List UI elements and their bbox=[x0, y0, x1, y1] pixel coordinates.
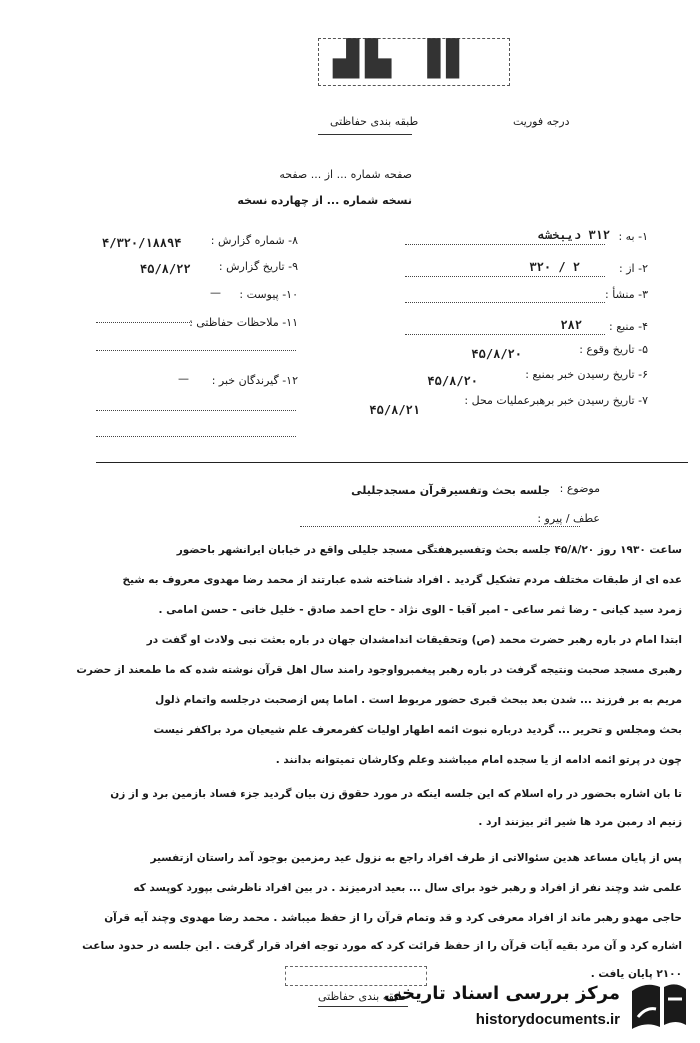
header-divider bbox=[318, 134, 412, 135]
origin-label: ۳- منشأ : bbox=[605, 288, 648, 301]
urgency-label: درجه فوریت bbox=[513, 115, 570, 128]
book-emblem-icon bbox=[628, 979, 688, 1033]
body-line: مریم به بر فرزند ... شدن بعد ببحث قبری حضور مربوط است . اماما پس ازصحبت درجلسه واتمام ذلول bbox=[155, 694, 682, 706]
receipt-ops-label: ۷- تاریخ رسیدن خبر برهبرعملیات محل : bbox=[464, 394, 648, 407]
logo-title: مرکز بررسی اسناد تاریخی bbox=[383, 983, 620, 1004]
from-value: ۳۲۰ / ۲ bbox=[529, 260, 580, 274]
to-value: ۳۱۲ دیبخشه bbox=[537, 228, 610, 242]
classification-label: طبقه بندی حفاظتی bbox=[330, 115, 419, 128]
reference-label: عطف / پیرو : bbox=[537, 512, 600, 525]
stamp-mark-icon: ▟▙ ▐▌ bbox=[333, 39, 479, 79]
attachment-label: ۱۰- پیوست : bbox=[239, 288, 298, 301]
subject-label: موضوع : bbox=[559, 482, 600, 495]
body-line: عده ای از طبقات مختلف مردم تشکیل گردید . افراد شناخته شده عبارتند از محمد رضا مهدوی معروف به شیخ bbox=[122, 574, 682, 586]
body-line: حاجی مهدو رهبر ماند از افراد معرفی کرد و قد وتمام قرآن را از حفظ میباشد . محمد رضا مهدوی وچند آیه قرآن bbox=[104, 912, 682, 924]
body-line: ۲۱۰۰ پایان یافت . bbox=[590, 968, 682, 980]
body-line: اشاره کرد و آن مرد بقیه آیات قرآن را از حفظ قرائت کرد که مورد توجه افراد قرار گرفت . این جلسه در حدود ساعت bbox=[82, 940, 682, 952]
body-line: زنیم اد رمبن مرد ها شیر اثر بیزنند ارد . bbox=[478, 816, 682, 828]
event-date-value: ۴۵/۸/۲۰ bbox=[471, 347, 522, 361]
receipt-ops-value: ۴۵/۸/۲۱ bbox=[369, 403, 420, 417]
classification-stamp bbox=[318, 38, 510, 86]
subject-value: جلسه بحث وتفسیرقرآن مسجدجلیلی bbox=[351, 484, 550, 497]
page-number: صفحه شماره ... از ... صفحه bbox=[279, 168, 412, 181]
footer-classification-label: طبقه بندی حفاظتی bbox=[318, 990, 407, 1003]
event-date-label: ۵- تاریخ وقوع : bbox=[579, 343, 648, 356]
report-number-value: ۴/۳۲۰/۱۸۸۹۴ bbox=[102, 236, 182, 250]
report-number-label: ۸- شماره گزارش : bbox=[210, 234, 298, 247]
distribution-value: — bbox=[178, 372, 189, 385]
history-documents-logo bbox=[383, 975, 694, 1037]
receipt-source-value: ۴۵/۸/۲۰ bbox=[427, 374, 478, 388]
body-line: رهبری مسجد صحبت ونتیجه گرفت در باره رهبر پیغمبرواوجود رامند سال اهل قرآن نوشته شده که ما طمعند از حضرت bbox=[76, 664, 682, 676]
attachment-value: — bbox=[210, 286, 221, 299]
report-date-value: ۴۵/۸/۲۲ bbox=[140, 262, 191, 276]
to-label: ۱- به : bbox=[618, 230, 648, 243]
source-value: ۲۸۲ bbox=[560, 318, 582, 332]
notes-label: ۱۱- ملاحظات حفاظتی : bbox=[189, 316, 298, 329]
source-label: ۴- منبع : bbox=[609, 320, 648, 333]
body-line: تا بان اشاره بحضور در راه اسلام که این جلسه اینکه در مورد حقوق زن بیان گردید جزء فساد بازمین برد و از زن bbox=[110, 788, 682, 800]
from-label: ۲- از : bbox=[619, 262, 648, 275]
body-line: بحث ومجلس و تحریر ... گردید درباره نبوت ائمه اطهار اولیات کفرمعرف علم شیعیان مرد براکفر نیست bbox=[153, 724, 682, 736]
body-line: زمرد سید کیانی - رضا ثمر ساعی - امیر آقبا - الوی نژاد - حاج احمد صادق - خلیل خانی - حسن امامی . bbox=[158, 604, 682, 616]
logo-url: historydocuments.ir bbox=[475, 1011, 620, 1028]
body-line: چون در پرتو ائمه ادامه از یا سجده امام میباشند وعلم وکارشان تمیتوانه بدانند . bbox=[275, 754, 682, 766]
section-divider bbox=[96, 462, 688, 463]
copy-number: نسخه شماره ... از چهارده نسخه bbox=[237, 194, 412, 207]
distribution-label: ۱۲- گیرندگان خبر : bbox=[211, 374, 298, 387]
receipt-source-label: ۶- تاریخ رسیدن خبر بمنبع : bbox=[525, 368, 648, 381]
body-line: پس از پایان مساعد هدین سئوالاتی از طرف افراد راجع به نزول عید رمزمین بوجود آمد راستان ازتفسیر bbox=[150, 852, 682, 864]
report-date-label: ۹- تاریخ گزارش : bbox=[218, 260, 298, 273]
body-line: علمی شد وچند نفر از افراد و رهبر خود برای سال ... بعید ادرمیزند . در بین افراد ناظرشی بپورد کوپسد که bbox=[133, 882, 682, 894]
body-line: ساعت ۱۹۳۰ روز ۴۵/۸/۲۰ جلسه بحث وتفسیرهفتگی مسجد جلیلی واقع در خیابان ایرانشهر باحضور bbox=[176, 544, 682, 556]
footer-divider bbox=[318, 1006, 408, 1007]
body-line: ابتدا امام در باره رهبر حضرت محمد (ص) وتحقیقات اندامشدان جهان در باره بعثت نبی ولادت او گفت در bbox=[146, 634, 682, 646]
